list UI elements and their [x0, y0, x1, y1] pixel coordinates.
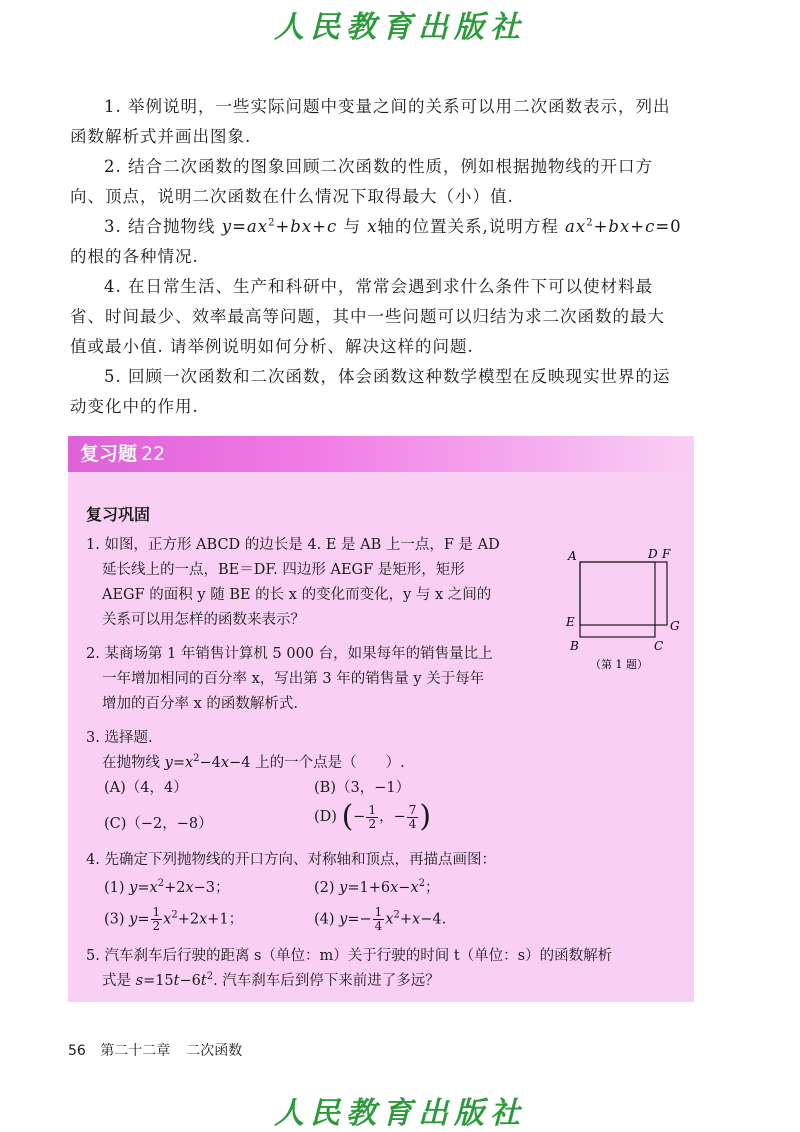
label-a: A: [568, 549, 577, 563]
question-2: 2. 某商场第 1 年销售计算机 5 000 台，如果每年的销售量比上 一年增加相同的百分率 x，写出第 3 年的销售量 y 关于每年 增加的百分率 x 的函数解析式.: [86, 646, 493, 712]
label-f: F: [662, 547, 671, 561]
q4-item-4: (4) y=− $\frac{1}{4}$ $x^2+x-4$.: [314, 905, 447, 933]
label-b: B: [570, 639, 579, 653]
summary-item-1: 1. 举例说明，一些实际问题中变量之间的关系可以用二次函数表示，列出: [104, 97, 671, 116]
chapter-summary: 1. 举例说明，一些实际问题中变量之间的关系可以用二次函数表示，列出 函数解析式并画出图象. 2. 结合二次函数的图象回顾二次函数的性质，例如根据抛物线的开口方 向、顶点，说明二次函数在什么情况下取得最大（小）值. 3. 结合抛物线 $y=ax^2+bx+c$ 与 x轴的位置关系,说明方程 $ax^2+bx+c=0$ 的根的各种情况. 4. 在日常生活、生产和科研中，常常会遇到求什么条件下可以使材料最 省、时间最少、效率最高等问题，其中一些问题可以归结为求二次函数的最大 值或最小值. 请举例说明如何分析、解决这样的问题. 5. 回顾一次函数和二次函数，体会函数这种数学模型在反映现实世界的运 动变化中的作用.: [70, 92, 702, 422]
page-number: 56: [68, 1043, 86, 1059]
summary-item-3: 3. 结合抛物线 $y=ax^2+bx+c$ 与 x轴的位置关系,说明方程 $ax^2+bx+c=0$: [104, 217, 682, 236]
label-c: C: [654, 639, 664, 653]
publisher-watermark-bottom: 人民教育出版社: [274, 1096, 526, 1131]
q3-option-b: (B)（3，−1）: [314, 780, 411, 796]
square-abcd-figure: [560, 546, 690, 676]
q3-option-a: (A)（4，4）: [104, 780, 188, 796]
review-heading: 复习题 22: [68, 436, 694, 472]
figure-caption: （第 1 题）: [590, 658, 648, 671]
review-subtitle: 复习巩固: [86, 505, 151, 524]
label-g: G: [670, 619, 680, 633]
summary-item-5: 5. 回顾一次函数和二次函数，体会函数这种数学模型在反映现实世界的运: [104, 367, 671, 386]
question-3: 3. 选择题. 在抛物线 $y=x^2-4x-4$ 上的一个点是（ ）.: [86, 730, 405, 771]
q4-item-3: (3) y= $\frac{1}{2}$ $x^2+2x+1$；: [104, 905, 244, 933]
label-d: D: [648, 547, 658, 561]
summary-item-4: 4. 在日常生活、生产和科研中，常常会遇到求什么条件下可以使材料最: [104, 277, 653, 296]
q3-option-d: (D) (− $\frac{1}{2}$ ，− $\frac{7}{4}$ ): [314, 799, 432, 834]
chapter-label: 第二十二章: [100, 1043, 171, 1059]
summary-item-2: 2. 结合二次函数的图象回顾二次函数的性质，例如根据抛物线的开口方: [104, 157, 653, 176]
question-5: 5. 汽车刹车后行驶的距离 s（单位：m）关于行驶的时间 t（单位：s）的函数解析 式是 $s=15t-6t^2$. 汽车刹车后到停下来前进了多远？: [86, 948, 613, 989]
q3-option-c: (C)（−2，−8）: [104, 816, 213, 832]
page-footer: [68, 1040, 242, 1060]
label-e: E: [566, 615, 575, 629]
q4-item-1: (1) $y=x^2+2x-3$；: [104, 878, 230, 896]
chapter-title: 二次函数: [186, 1043, 243, 1059]
review-exercises-box: [68, 436, 694, 1002]
q4-item-2: (2) $y=1+6x-x^2$；: [314, 878, 440, 896]
question-4: 4. 先确定下列抛物线的开口方向、对称轴和顶点，再描点画图：: [86, 852, 496, 868]
question-1: 1. 如图，正方形 ABCD 的边长是 4. E 是 AB 上一点，F 是 AD 延长线上的一点，BE＝DF. 四边形 AEGF 是矩形，矩形 AEGF 的面积 y 随 BE 的长 x 的变化而变化，y 与 x 之间的 关系可以用怎样的函数来表示？: [86, 537, 500, 628]
publisher-watermark-top: 人民教育出版社: [274, 10, 526, 45]
